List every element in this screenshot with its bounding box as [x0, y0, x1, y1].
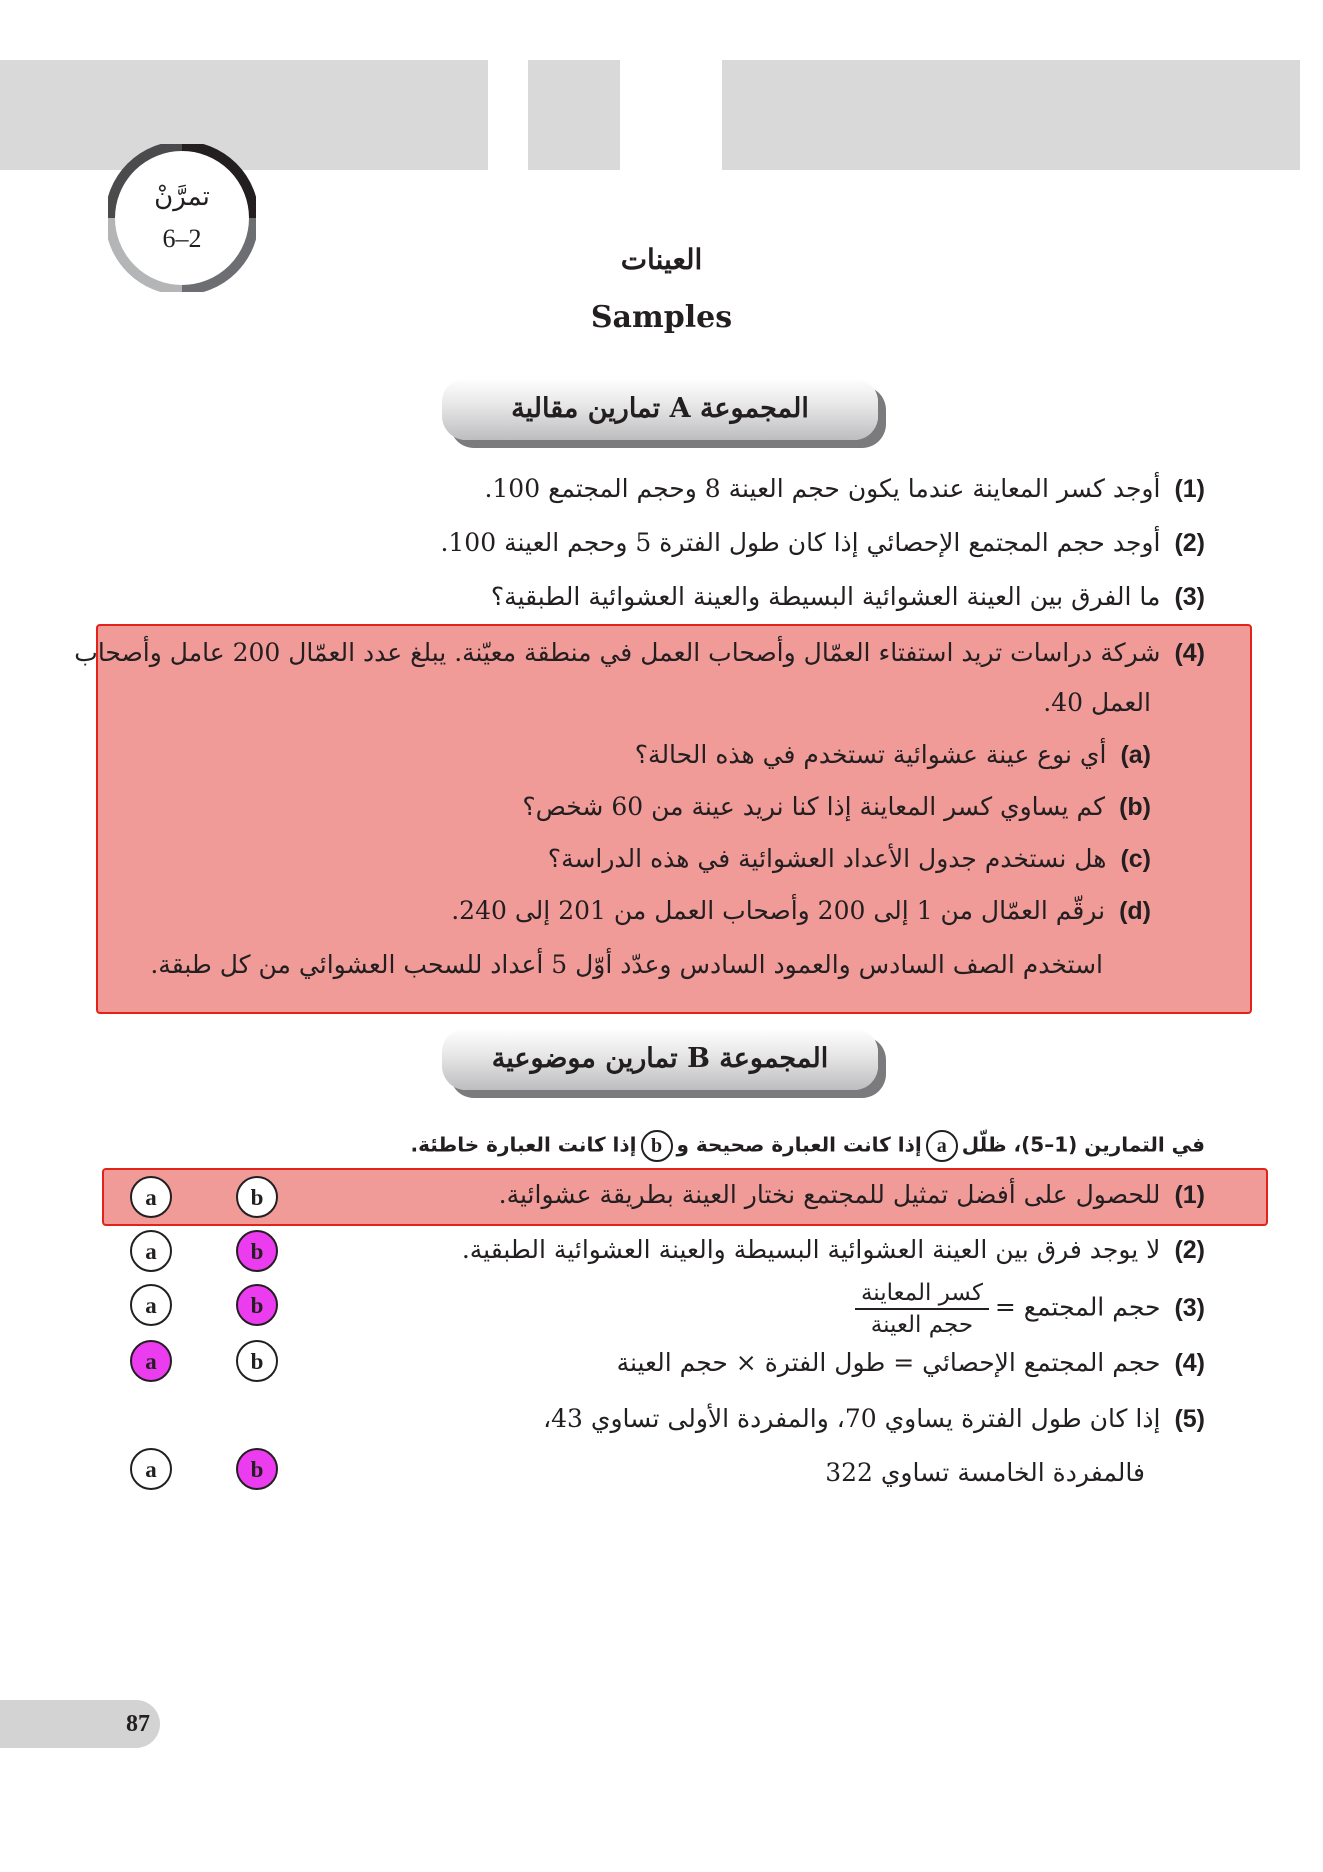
question-4b-label: (b) — [1119, 793, 1151, 821]
item-3-denominator: حجم العينة — [870, 1312, 974, 1338]
question-1 — [484, 474, 1205, 504]
item-2 — [462, 1235, 1205, 1265]
item-2-text: لا يوجد فرق بين العينة العشوائية البسيطة والعينة العشوائية الطبقية. — [461, 1235, 1161, 1264]
item-1-number: (1) — [1174, 1181, 1205, 1209]
item-3-number: (3) — [1174, 1293, 1205, 1322]
instruction-circle-b: b — [641, 1130, 673, 1162]
instruction-part-3: إذا كانت العبارة خاطئة. — [410, 1132, 637, 1157]
item-4-option-a-selected[interactable]: a — [130, 1340, 172, 1382]
question-3-number: (3) — [1174, 583, 1205, 611]
question-4c-text: هل نستخدم جدول الأعداد العشوائية في هذه الدراسة؟ — [547, 844, 1107, 873]
item-4-option-b[interactable]: b — [236, 1340, 278, 1382]
group-a-header: المجموعة A تمارين مقالية — [442, 378, 878, 440]
item-1-option-b[interactable]: b — [236, 1176, 278, 1218]
question-3 — [491, 582, 1205, 612]
item-5-line-1 — [543, 1404, 1205, 1434]
question-4-line-2: العمل 40. — [1043, 688, 1151, 717]
question-4a-text: أي نوع عينة عشوائية تستخدم في هذه الحالة؟ — [634, 740, 1107, 769]
item-2-option-a[interactable]: a — [130, 1230, 172, 1272]
item-5-number: (5) — [1174, 1405, 1205, 1433]
question-4d — [451, 896, 1151, 926]
question-4-number: (4) — [1174, 639, 1205, 667]
question-4a-label: (a) — [1120, 741, 1151, 769]
question-4-line-1 — [74, 638, 1205, 668]
instruction-part-1: في التمارين (1–5)، ظلّل — [961, 1132, 1205, 1157]
item-3-fraction — [855, 1278, 989, 1340]
item-4 — [617, 1348, 1205, 1378]
item-5-text: إذا كان طول الفترة يساوي 70، والمفردة الأولى تساوي 43، — [543, 1404, 1161, 1433]
question-4d-text: نرقّم العمّال من 1 إلى 200 وأصحاب العمل من 201 إلى 240. — [451, 896, 1106, 925]
question-3-text: ما الفرق بين العينة العشوائية البسيطة والعينة العشوائية الطبقية؟ — [490, 582, 1161, 611]
badge-number: 6–2 — [162, 224, 202, 253]
question-2-text: أوجد حجم المجتمع الإحصائي إذا كان طول الفترة 5 وحجم العينة 100. — [440, 528, 1161, 557]
question-1-text: أوجد كسر المعاينة عندما يكون حجم العينة 8 وحجم المجتمع 100. — [484, 474, 1161, 503]
item-4-number: (4) — [1174, 1349, 1205, 1377]
page-title-arabic: العينات — [620, 243, 703, 276]
item-3-lhs: حجم المجتمع = — [994, 1292, 1161, 1322]
item-5-option-b-selected[interactable]: b — [236, 1448, 278, 1490]
question-4b-text: كم يساوي كسر المعاينة إذا كنا نريد عينة من 60 شخص؟ — [522, 792, 1106, 821]
item-5-line-2: فالمفردة الخامسة تساوي 322 — [825, 1458, 1145, 1487]
page-title-english: Samples — [590, 300, 733, 335]
question-2-number: (2) — [1174, 529, 1205, 557]
group-b-header: المجموعة B تمارين موضوعية — [442, 1028, 878, 1090]
item-3 — [849, 1278, 1205, 1340]
item-1 — [499, 1180, 1205, 1210]
top-bar-right — [722, 60, 1300, 170]
question-4-note: استخدم الصف السادس والعمود السادس وعدّد أوّل 5 أعداد للسحب العشوائي من كل طبقة. — [150, 950, 1103, 979]
question-4-text: شركة دراسات تريد استفتاء العمّال وأصحاب العمل في منطقة معيّنة. يبلغ عدد العمّال 200 عامل وأصحاب — [74, 638, 1161, 667]
instruction-circle-a: a — [926, 1130, 958, 1162]
question-1-number: (1) — [1174, 475, 1205, 503]
question-4b — [522, 792, 1151, 822]
item-2-option-b-selected[interactable]: b — [236, 1230, 278, 1272]
group-b-instruction — [411, 1130, 1205, 1162]
item-3-option-b-selected[interactable]: b — [236, 1284, 278, 1326]
item-3-numerator: كسر المعاينة — [855, 1278, 989, 1310]
page-number: 87 — [0, 1700, 160, 1748]
question-4c — [548, 844, 1151, 874]
question-4c-label: (c) — [1120, 845, 1151, 873]
top-bar-middle — [528, 60, 620, 170]
question-2 — [440, 528, 1205, 558]
badge-word: تمرَّنْ — [154, 182, 210, 212]
item-5-option-a[interactable]: a — [130, 1448, 172, 1490]
item-2-number: (2) — [1174, 1236, 1205, 1264]
item-1-text: للحصول على أفضل تمثيل للمجتمع نختار العينة بطريقة عشوائية. — [498, 1180, 1161, 1209]
item-3-option-a[interactable]: a — [130, 1284, 172, 1326]
question-4a — [635, 740, 1151, 770]
item-4-text: حجم المجتمع الإحصائي = طول الفترة × حجم العينة — [616, 1348, 1161, 1377]
item-1-option-a[interactable]: a — [130, 1176, 172, 1218]
instruction-part-2: إذا كانت العبارة صحيحة و — [676, 1132, 922, 1157]
question-4d-label: (d) — [1119, 897, 1151, 925]
